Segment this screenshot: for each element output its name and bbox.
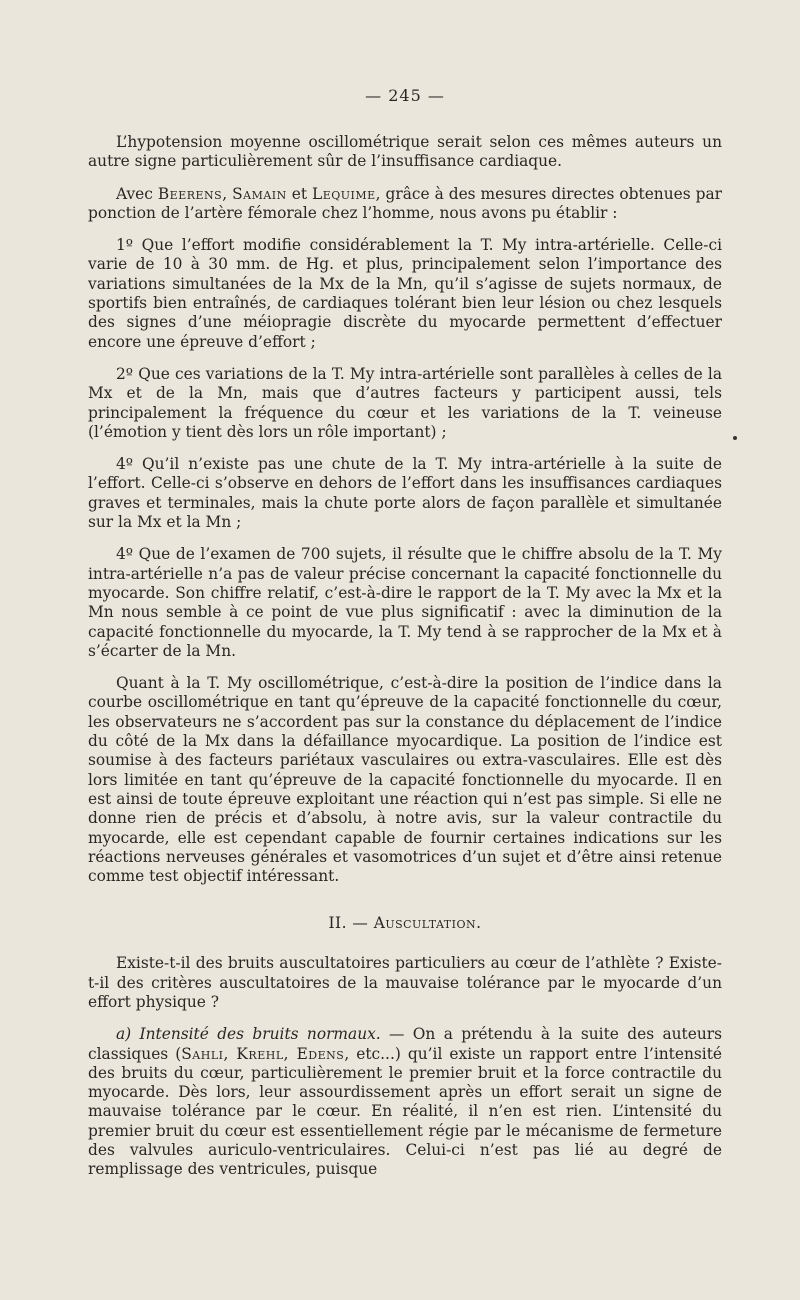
paragraph-hypotension: L’hypotension moyenne oscillométrique serait selon ces mêmes auteurs un autre signe particulièrement sûr de l’insuffisance cardiaque.	[88, 133, 722, 171]
p2-start: Avec	[116, 184, 158, 203]
p2-sep1: ,	[222, 184, 233, 203]
paragraph-auscultation-intro: Existe-t-il des bruits auscultatoires particuliers au cœur de l’athlète ? Existe-t-il des critères auscultatoires de la mauvaise tolérance par le myocarde d’un effort physique ?	[88, 954, 722, 1011]
list-item-4: 4º Que de l’examen de 700 sujets, il résulte que le chiffre absolu de la T. My intra-artérielle n’a pas de valeur précise concernant la capacité fonctionnelle du myocarde. Son chiffre relatif, c’est-à-dire le rapport de la T. My avec la Mx et la Mn nous semble à ce point de vue plus significatif : avec la diminution de la capacité fonctionnelle du myocarde, la T. My tend à se rapprocher de la Mx et à s’écarter de la Mn.	[88, 545, 722, 660]
p2-sep2: et	[286, 184, 312, 203]
list-item-3: 4º Qu’il n’existe pas une chute de la T. My intra-artérielle à la suite de l’effort. Celle-ci s’observe en dehors de l’effort dans les insuffisances cardiaques graves et terminales, mais la chute porte alors de façon parallèle et simultanée sur la Mx et la Mn ;	[88, 455, 722, 532]
paragraph-beerens	[88, 185, 722, 224]
list-item-1: 1º Que l’effort modifie considérablement la T. My intra-artérielle. Celle-ci varie de 10 à 30 mm. de Hg. et plus, principalement selon l’importance des variations simultanées de la Mx de la Mn, qu’il s’agisse de sujets normaux, de sportifs bien entraînés, de cardiaques tolérant bien leur lésion ou chez lesquels des signes d’une méiopragie discrète du myocarde permettent d’effectuer encore une épreuve d’effort ;	[88, 236, 722, 351]
section-title: Auscultation.	[373, 914, 482, 933]
author-samain: Samain	[232, 184, 287, 203]
paragraph-intensite	[88, 1025, 722, 1179]
section-heading	[88, 914, 722, 932]
author-lequime: Lequime	[311, 184, 376, 203]
authors-sahli-krehl-edens: Sahli, Krehl, Edens	[181, 1044, 345, 1063]
subsection-label: a) Intensité des bruits normaux.	[116, 1025, 381, 1044]
page-speck	[733, 436, 737, 440]
section-number: II. —	[328, 914, 374, 933]
paragraph-quant: Quant à la T. My oscillométrique, c’est-à-dire la position de l’indice dans la courbe oscillométrique en tant qu’épreuve de la capacité fonctionnelle du cœur, les observateurs ne s’accordent pas sur la constance du déplacement de l’indice du côté de la Mx dans la défaillance myocardique. La position de l’indice est soumise à des facteurs pariétaux vasculaires ou extra-vasculaires. Elle est dès lors limitée en tant qu’épreuve de la capacité fonctionnelle du myocarde. Il en est ainsi de toute épreuve exploitant une réaction qui n’est pas simple. Si elle ne donne rien de précis et d’absolu, à notre avis, sur la valeur contractile du myocarde, elle est cependant capable de fournir certaines indications sur les réactions nerveuses générales et vasomotrices d’un sujet et d’être ainsi retenue comme test objectif intéressant.	[88, 674, 722, 886]
page-number: — 245 —	[365, 86, 445, 105]
intensite-text-2: , etc...) qu’il existe un rapport entre l’intensité des bruits du cœur, particulièrement le premier bruit et la force contractile du myocarde. Dès lors, leur assourdissement après un effort serait un signe de mauvaise tolérance par le cœur. En réalité, il n’en est rien. L’intensité du premier bruit du cœur est essentiellement régie par le mécanisme de fermeture des valvules auriculo-ventriculaires. Celui-ci n’est pas lié au degré de remplissage des ventricules, puisque	[88, 1044, 722, 1179]
p2-rest: , grâce à des mesures directes obtenues par ponction de l’artère fémorale chez l’homme, nous avons pu établir :	[88, 184, 722, 222]
list-item-2: 2º Que ces variations de la T. My intra-artérielle sont parallèles à celles de la Mx et de la Mn, mais que d’autres facteurs y participent aussi, tels principalement la fréquence du cœur et les variations de la T. veineuse (l’émotion y tient dès lors un rôle important) ;	[88, 364, 722, 441]
intensite-text-1: — On a prétendu à la suite des auteurs classiques (	[88, 1025, 722, 1063]
author-beerens: Beerens	[157, 184, 223, 203]
